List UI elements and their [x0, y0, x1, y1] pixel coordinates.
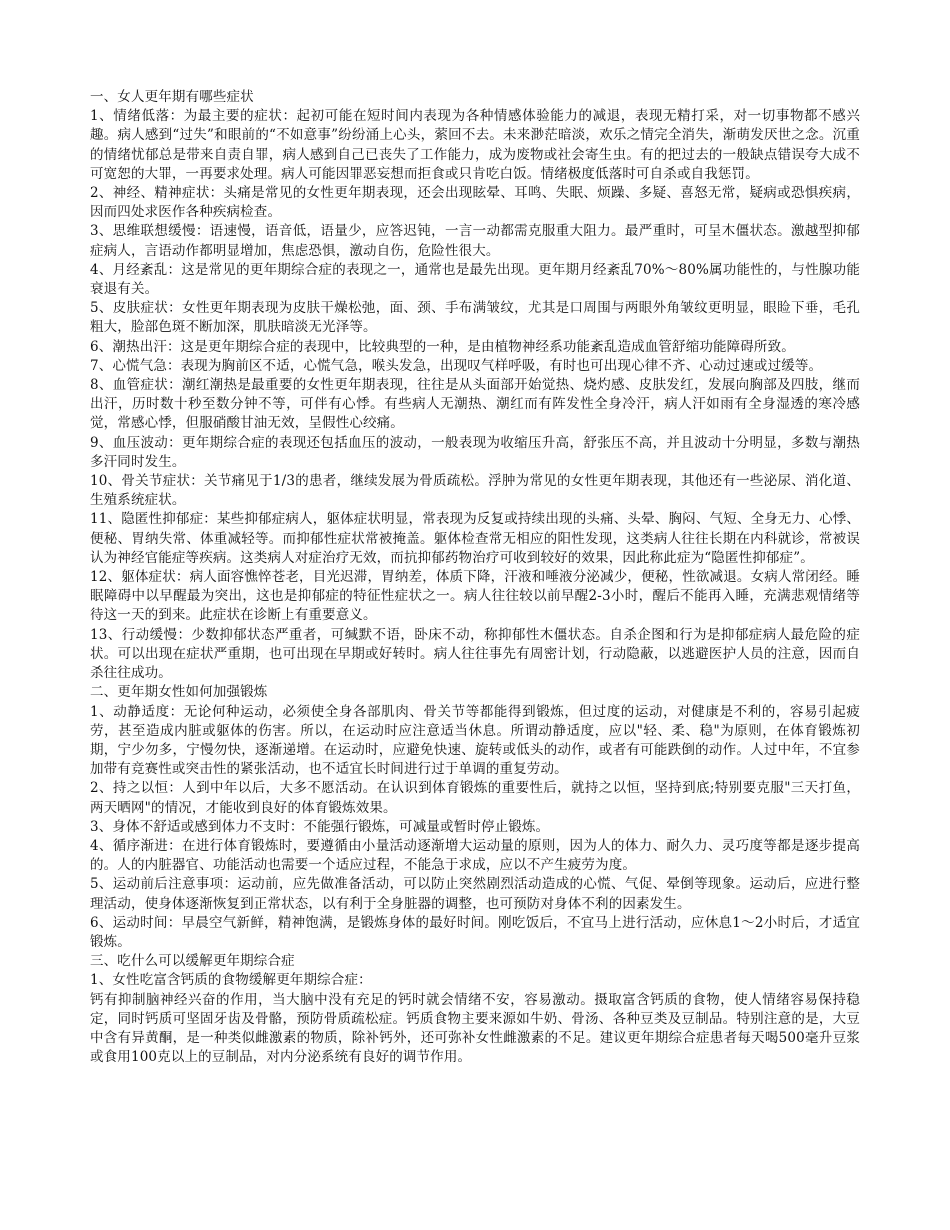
section-1-item-2: 2、神经、精神症状：头痛是常见的女性更年期表现，还会出现眩晕、耳鸣、失眠、烦躁、多疑、喜怒无常，疑病或恐惧疾病，因而四处求医作各种疾病检查。 [90, 185, 860, 221]
section-2-item-4: 4、循序渐进：在进行体育锻炼时，要遵循由小量活动逐渐增大运动量的原则，因为人的体力、耐久力、灵巧度等都是逐步提高的。人的内脏器官、功能活动也需要一个适应过程，不能急于求成，应以不产生疲劳为度。 [90, 837, 860, 874]
section-3-paragraph: 钙有抑制脑神经兴奋的作用，当大脑中没有充足的钙时就会情绪不安，容易激动。摄取富含钙质的食物，使人情绪容易保持稳定，同时钙质可坚固牙齿及骨骼，预防骨质疏松症。钙质食物主要来源如牛奶、骨汤、各种豆类及豆制品。特别注意的是，大豆中含有异黄酮，是一种类似雌激素的物质，除补钙外，还可弥补女性雌激素的不足。建议更年期综合症患者每天喝500毫升豆浆或食用100克以上的豆制品，对内分泌系统有良好的调节作用。 [90, 991, 860, 1066]
section-3-subtitle: 1、女性吃富含钙质的食物缓解更年期综合症： [90, 972, 372, 989]
section-2-item-5: 5、运动前后注意事项：运动前，应先做准备活动，可以防止突然剧烈活动造成的心慌、气促、晕倒等现象。运动后，应进行整理活动，使身体逐渐恢复到正常状态，以有利于全身脏器的调整，也可预防对身体不利的因素发生。 [90, 876, 860, 912]
section-1-item-1: 1、情绪低落：为最主要的症状：起初可能在短时间内表现为各种情感体验能力的减退，表现无精打采，对一切事物都不感兴趣。病人感到“过失”和眼前的“不如意事”纷纷涌上心头，萦回不去。未来渺茫暗淡，欢乐之情完全消失，渐萌发厌世之念。沉重的情绪忧郁总是带来自责自罪，病人感到自己已丧失了工作能力，成为废物或社会寄生虫。有的把过去的一般缺点错误夸大成不可宽恕的大罪，一再要求处理。病人可能因罪恶妄想而拒食或只肯吃白饭。情绪极度低落时可自杀或自我惩罚。 [90, 108, 860, 182]
section-2-item-2: 2、持之以恒：人到中年以后，大多不愿活动。在认识到体育锻炼的重要性后，就持之以恒，坚持到底;特别要克服"三天打鱼，两天晒网"的情况，才能收到良好的体育锻炼效果。 [90, 780, 860, 816]
section-1-item-13: 13、行动缓慢：少数抑郁状态严重者，可缄默不语，卧床不动，称抑郁性木僵状态。自杀企图和行为是抑郁症病人最危险的症状。可以出现在症状严重期，也可出现在早期或好转时。病人往往事先有周密计划，行动隐蔽，以逃避医护人员的注意，因而自杀往往成功。 [90, 626, 860, 682]
section-1-item-3: 3、思维联想缓慢：语速慢，语音低，语量少，应答迟钝，一言一动都需克服重大阻力。最严重时，可呈木僵状态。激越型抑郁症病人，言语动作都明显增加，焦虑恐惧，激动自伤，危险性很大。 [90, 223, 860, 259]
section-2-item-6: 6、运动时间：早晨空气新鲜，精神饱满，是锻炼身体的最好时间。刚吃饭后，不宜马上进行活动，应休息1～2小时后，才适宜锻炼。 [90, 914, 860, 950]
section-1-item-4: 4、月经紊乱：这是常见的更年期综合症的表现之一，通常也是最先出现。更年期月经紊乱70%～80%属功能性的，与性腺功能衰退有关。 [90, 261, 860, 298]
section-1-item-11: 11、隐匿性抑郁症：某些抑郁症病人，躯体症状明显，常表现为反复或持续出现的头痛、头晕、胸闷、气短、全身无力、心悸、便秘、胃纳失常、体重减轻等。而抑郁性症状常被掩盖。躯体检查常无相应的阳性发现，这类病人往往长期在内科就诊，常被误认为神经官能症等疾病。这类病人对症治疗无效，而抗抑郁药物治疗可收到较好的效果，因此称此症为“隐匿性抑郁症”。 [90, 511, 860, 566]
section-1-item-10: 10、骨关节症状：关节痛见于1/3的患者，继续发展为骨质疏松。浮肿为常见的女性更年期表现，其他还有一些泌尿、消化道、生殖系统症状。 [90, 473, 860, 509]
section-1-title: 一、女人更年期有哪些症状 [90, 89, 254, 105]
section-1-item-5: 5、皮肤症状：女性更年期表现为皮肤干燥松弛，面、颈、手布满皱纹，尤其是口周围与两眼外角皱纹更明显，眼睑下垂，毛孔粗大，脸部色斑不断加深，肌肤暗淡无光泽等。 [90, 300, 860, 336]
section-1-item-12: 12、躯体症状：病人面容憔悴苍老，目光迟滞，胃纳差，体质下降，汗液和唾液分泌减少，便秘，性欲减退。女病人常闭经。睡眠障碍中以早醒最为突出，这也是抑郁症的特征性症状之一。病人往往较以前早醒2-3小时，醒后不能再入睡，充满悲观情绪等待这一天的到来。此症状在诊断上有重要意义。 [90, 569, 860, 624]
section-2-item-3: 3、身体不舒适或感到体力不支时：不能强行锻炼，可减量或暂时停止锻炼。 [90, 818, 550, 835]
section-2-item-1: 1、动静适度：无论何种运动，必须使全身各部肌肉、骨关节等都能得到锻炼，但过度的运动，对健康是不利的，容易引起疲劳，甚至造成内脏或躯体的伤害。所以，在运动时应注意适当休息。所谓动静适度，应以"轻、柔、稳"为原则，在体育锻炼初期，宁少勿多，宁慢勿快，逐渐递增。在运动时，应避免快速、旋转或低头的动作，或者有可能跌倒的动作。人过中年，不宜参加带有竞赛性或突击性的紧张活动，也不适宜长时间进行过于单调的重复劳动。 [90, 703, 860, 778]
section-1-item-7: 7、心慌气急：表现为胸前区不适，心慌气急，喉头发急，出现叹气样呼吸，有时也可出现心律不齐、心动过速或过缓等。 [90, 357, 823, 374]
document-body [90, 88, 860, 1067]
section-2-title: 二、更年期女性如何加强锻炼 [90, 684, 268, 701]
section-1-item-8: 8、血管症状：潮红潮热是最重要的女性更年期表现，往往是从头面部开始觉热、烧灼感、皮肤发红，发展向胸部及四肢，继而出汗，历时数十秒至数分钟不等，可伴有心悸。有些病人无潮热、潮红而有阵发性全身冷汗，病人汗如雨有全身湿透的寒冷感觉，常感心悸，但服硝酸甘油无效，呈假性心绞痛。 [90, 377, 860, 432]
section-1-item-6: 6、潮热出汗：这是更年期综合症的表现中，比较典型的一种，是由植物神经系功能紊乱造成血管舒缩功能障碍所致。 [90, 338, 795, 355]
section-1-item-9: 9、血压波动：更年期综合症的表现还包括血压的波动，一般表现为收缩压升高，舒张压不高，并且波动十分明显，多数与潮热多汗同时发生。 [90, 434, 860, 470]
section-3-title: 三、吃什么可以缓解更年期综合症 [90, 953, 295, 970]
